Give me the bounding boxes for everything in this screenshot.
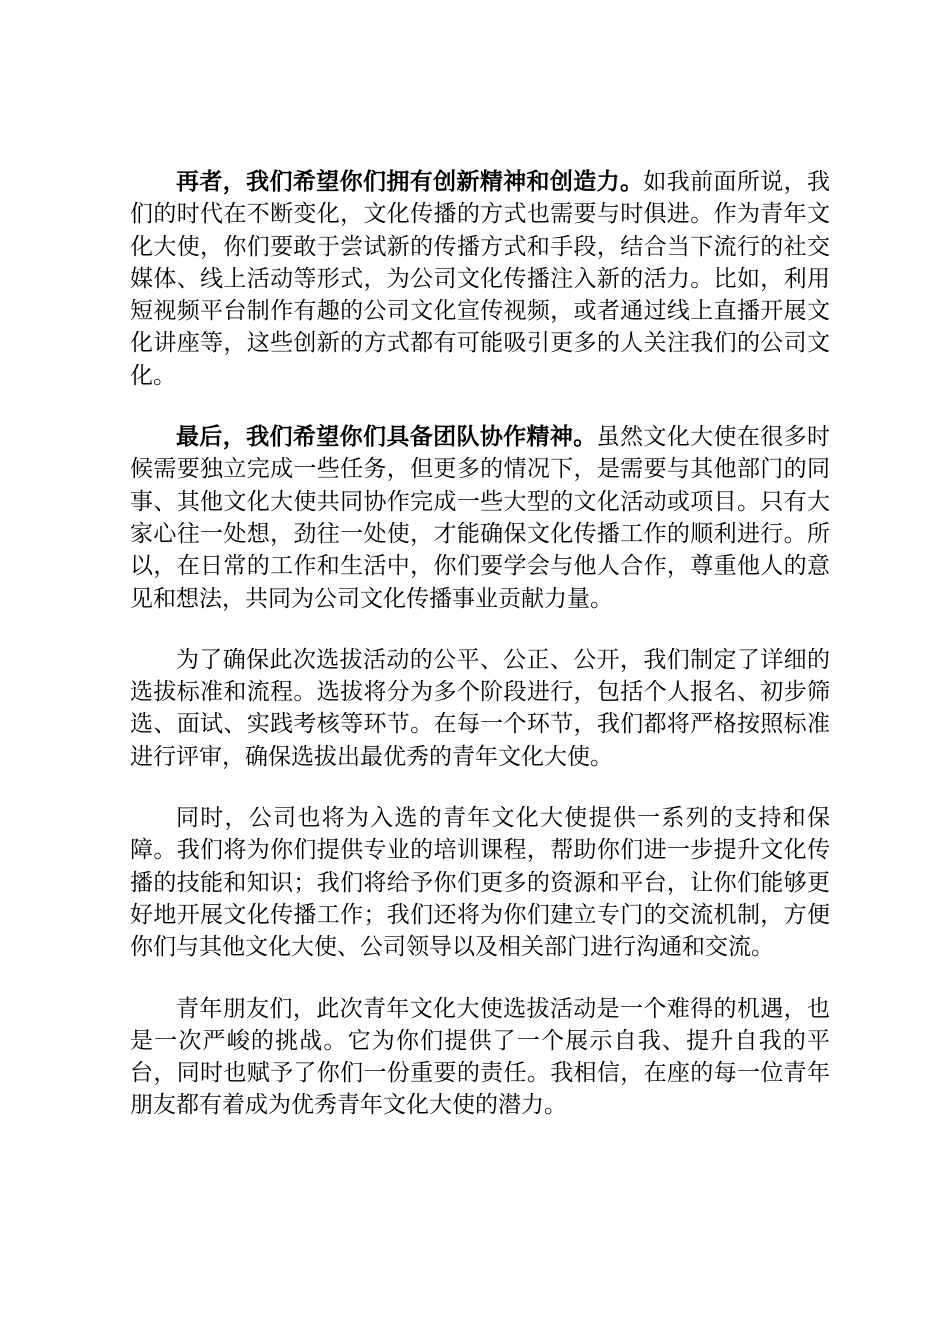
paragraph-lead: 再者，我们希望你们拥有创新精神和创造力。 bbox=[176, 168, 644, 195]
paragraph-text: 如我前面所说，我们的时代在不断变化，文化传播的方式也需要与时俱进。作为青年文化大使，你们要敢于尝试新的传播方式和手段，结合当下流行的社交媒体、线上活动等形式，为公司文化传播注入新的活力。比如，利用短视频平台制作有趣的公司文化宣传视频，或者通过线上直播开展文化讲座等，这些创新的方式都有可能吸引更多的人关注我们的公司文化。 bbox=[130, 169, 831, 389]
paragraph-selection-process bbox=[130, 644, 830, 773]
paragraph-text: 虽然文化大使在很多时候需要独立完成一些任务，但更多的情况下，是需要与其他部门的同事、其他文化大使共同协作完成一些大型的文化活动或项目。只有大家心往一处想，劲往一处使，才能确保文化传播工作的顺利进行。所以，在日常的工作和生活中，你们要学会与他人合作，尊重他人的意见和想法，共同为公司文化传播事业贡献力量。 bbox=[130, 424, 831, 612]
paragraph-text: 青年朋友们，此次青年文化大使选拔活动是一个难得的机遇，也是一次严峻的挑战。它为你们提供了一个展示自我、提升自我的平台，同时也赋予了你们一份重要的责任。我相信，在座的每一位青年朋友都有着成为优秀青年文化大使的潜力。 bbox=[130, 995, 830, 1119]
paragraph-innovation bbox=[130, 166, 830, 392]
paragraph-teamwork bbox=[130, 421, 830, 615]
document-body bbox=[130, 166, 830, 1151]
paragraph-closing bbox=[130, 993, 830, 1122]
paragraph-support bbox=[130, 802, 830, 963]
paragraph-text: 为了确保此次选拔活动的公平、公正、公开，我们制定了详细的选拔标准和流程。选拔将分为多个阶段进行，包括个人报名、初步筛选、面试、实践考核等环节。在每一个环节，我们都将严格按照标准进行评审，确保选拔出最优秀的青年文化大使。 bbox=[130, 646, 830, 770]
paragraph-text: 同时，公司也将为入选的青年文化大使提供一系列的支持和保障。我们将为你们提供专业的培训课程，帮助你们进一步提升文化传播的技能和知识；我们将给予你们更多的资源和平台，让你们能够更好地开展文化传播工作；我们还将为你们建立专门的交流机制，方便你们与其他文化大使、公司领导以及相关部门进行沟通和交流。 bbox=[130, 805, 830, 961]
paragraph-lead: 最后，我们希望你们具备团队协作精神。 bbox=[176, 423, 597, 451]
